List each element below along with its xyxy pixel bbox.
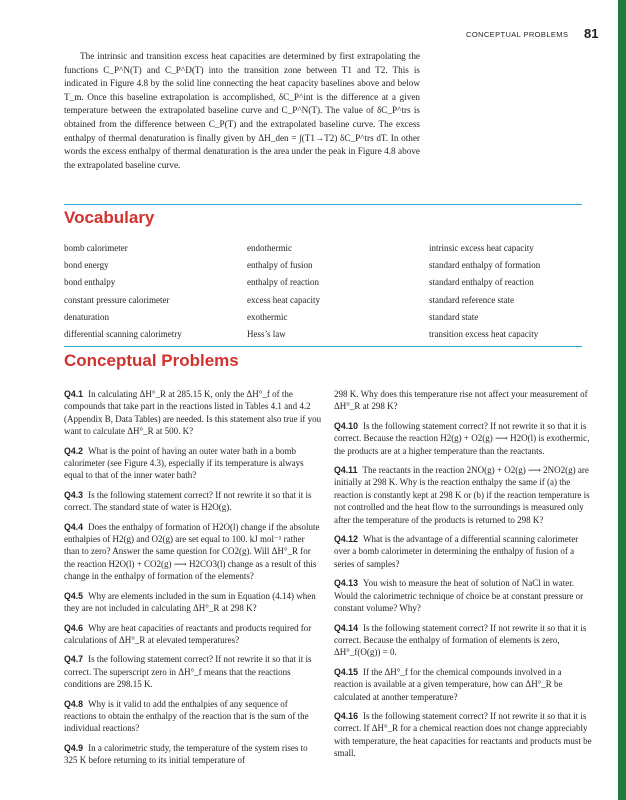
problem-text: Is the following statement correct? If not rewrite it so that it is correct. Because the reaction H2(g) + O2(g) ⟶ H2O(l) is exothermic, the products are at a higher temperature than the reactants. <box>334 420 590 456</box>
vocab-term: differential scanning calorimetry <box>64 329 182 340</box>
problem-number: Q4.3 <box>64 489 84 500</box>
problem-number: Q4.2 <box>64 445 84 456</box>
problem-number: Q4.11 <box>334 465 358 476</box>
problem-item <box>334 577 592 614</box>
problem-item <box>64 445 322 482</box>
page-number: 81 <box>584 26 599 41</box>
problem-number: Q4.9 <box>64 742 84 753</box>
problem-text: Is the following statement correct? If not rewrite it so that it is correct. Because the enthalpy of formation of elements is zero, ΔH°_f(O(g)) = 0. <box>334 622 587 658</box>
problem-text: Why are elements included in the sum in Equation (4.14) when they are not included in calculating ΔH°_R at 298 K? <box>64 590 316 614</box>
problem-text: Is the following statement correct? If not rewrite it so that it is correct. The standard state of water is H2O(g). <box>64 489 312 513</box>
vocabulary-heading: Vocabulary <box>64 208 155 227</box>
vocab-term: constant pressure calorimeter <box>64 294 170 305</box>
problem-number: Q4.13 <box>334 578 358 589</box>
problems-rule <box>64 346 582 347</box>
problem-item <box>64 622 322 647</box>
vocab-term: bomb calorimeter <box>64 243 128 253</box>
vocabulary-column-2 <box>247 240 320 343</box>
vocab-term: intrinsic excess heat capacity <box>429 243 534 253</box>
vocab-term: endothermic <box>247 243 292 253</box>
problem-text: What is the advantage of a differential scanning calorimeter over a bomb calorimeter in determining the enthalpy of fusion of a series of samples? <box>334 534 579 569</box>
problem-number: Q4.16 <box>334 710 358 721</box>
problem-text: You wish to measure the heat of solution of NaCl in water. Would the calorimetric technique of choice be at constant pressure or constant volume? Why? <box>334 578 584 614</box>
problem-item <box>64 521 322 583</box>
vocab-term: bond enthalpy <box>64 277 116 288</box>
problem-text: Why are heat capacities of reactants and products required for calculations of ΔH°_R at elevated temperatures? <box>64 622 312 645</box>
vocab-term: denaturation <box>64 311 109 322</box>
problems-column-right <box>334 388 592 767</box>
problem-number: Q4.5 <box>64 590 84 601</box>
vocabulary-column-1 <box>64 240 182 343</box>
intro-text-block <box>64 50 420 172</box>
problem-number: Q4.4 <box>64 521 84 532</box>
problems-column-left <box>64 388 322 774</box>
problem-text: In a calorimetric study, the temperature of the system rises to 325 K before returning to its initial temperature of <box>64 742 308 766</box>
vocab-term: standard enthalpy of reaction <box>429 277 534 288</box>
problem-item <box>64 388 322 438</box>
problem-number: Q4.14 <box>334 622 358 633</box>
vocab-term: bond energy <box>64 260 109 271</box>
problem-number: Q4.8 <box>64 698 84 709</box>
problem-text: If the ΔH°_f for the chemical compounds involved in a reaction is available at a given temperature, how can ΔH°_R be calculated at another temperature? <box>334 666 563 702</box>
problem-item <box>334 533 592 570</box>
problem-text: Does the enthalpy of formation of H2O(l) change if the absolute enthalpies of H2(g) and O2(g) are set equal to 100. kJ mol⁻¹ rather than to zero? Answer the same question for CO2(g). Will ΔH°_R for the reaction H2O(l) + CO2(g) ⟶ H2CO3(l) change as a result of this change in the enthalpy of formation of the elements? <box>64 521 320 582</box>
vocab-term: Hess’s law <box>247 329 286 340</box>
problem-item <box>334 420 592 457</box>
problem-number: Q4.10 <box>334 420 358 431</box>
problem-item <box>334 666 592 703</box>
problem-number: Q4.6 <box>64 622 84 633</box>
problem-text: Is the following statement correct? If not rewrite it so that it is correct. The superscript zero in ΔH°_f means that the reactions conditions are 298.15 K. <box>64 654 312 690</box>
vocab-term: enthalpy of reaction <box>247 277 319 288</box>
problem-item <box>334 710 592 760</box>
problem-item <box>64 742 322 767</box>
vocabulary-column-3 <box>429 240 540 343</box>
problem-number: Q4.7 <box>64 654 84 665</box>
problem-item <box>334 464 592 526</box>
vocab-term: exothermic <box>247 311 288 322</box>
problem-text: Is the following statement correct? If not rewrite it so that it is correct. If ΔH°_R for a chemical reaction does not change appreciably with temperature, the heat capacities for reactants and products must be small. <box>334 710 592 759</box>
vocabulary-rule <box>64 204 582 205</box>
page-edge-tab <box>618 0 626 800</box>
problem-text: The reactants in the reaction 2NO(g) + O2(g) ⟶ 2NO2(g) are initially at 298 K. Why is the reaction enthalpy the same if (a) the reaction is constantly kept at 298 K or (b) if the reaction temperature is not controlled and the heat flow to the surroundings is measured only after the temperature of the products is returned to 298 K? <box>334 465 590 525</box>
vocab-term: transition excess heat capacity <box>429 329 539 340</box>
problem-number: Q4.12 <box>334 534 358 545</box>
problem-text: Why is it valid to add the enthalpies of any sequence of reactions to obtain the enthalpy of the reaction that is the sum of the individual reactions? <box>64 698 309 734</box>
problem-text: In calculating ΔH°_R at 285.15 K, only the ΔH°_f of the compounds that take part in the reactions listed in Tables 4.1 and 4.2 (Appendix B, Data Tables) are needed. Is this statement also true if you want to calculate ΔH°_R at 500. K? <box>64 389 322 437</box>
intro-paragraph: The intrinsic and transition excess heat capacities are determined by first extrapolating the functions C_P^N(T) and C_P^D(T) into the transition zone between T1 and T2. This is indicated in Figure 4.8 by the solid line connecting the heat capacity baselines above and below T_m. Once this baseline extrapolation is accomplished, δC_P^int is the difference at a given temperature between the extrapolated baseline curve and C_P^N(T). The value of δC_P^trs is obtained from the difference between C_P(T) and the extrapolated baseline curve. The excess enthalpy of thermal denaturation is finally given by ΔH_den = ∫(T1→T2) δC_P^trs dT. In other words the excess enthalpy of thermal denaturation is the area under the peak in Figure 4.8 above the extrapolated baseline curve. <box>64 51 420 170</box>
vocab-term: standard state <box>429 311 479 322</box>
problem-text: What is the point of having an outer water bath in a bomb calorimeter (see Figure 4.3), especially if its temperature is always equal to that of the inner water bath? <box>64 445 304 481</box>
problem-item <box>64 653 322 690</box>
problem-number: Q4.1 <box>64 389 84 399</box>
vocab-term: excess heat capacity <box>247 294 320 305</box>
problem-item <box>64 489 322 514</box>
vocab-term: enthalpy of fusion <box>247 260 313 271</box>
problem-continuation: 298 K. Why does this temperature rise not affect your measurement of ΔH°_R at 298 K? <box>334 389 588 412</box>
vocab-term: standard reference state <box>429 294 514 305</box>
problem-item <box>334 622 592 659</box>
running-header: CONCEPTUAL PROBLEMS <box>466 30 569 39</box>
problem-item <box>64 698 322 735</box>
problem-item <box>64 590 322 615</box>
conceptual-problems-heading: Conceptual Problems <box>64 351 239 370</box>
problem-number: Q4.15 <box>334 666 358 677</box>
vocab-term: standard enthalpy of formation <box>429 260 541 271</box>
